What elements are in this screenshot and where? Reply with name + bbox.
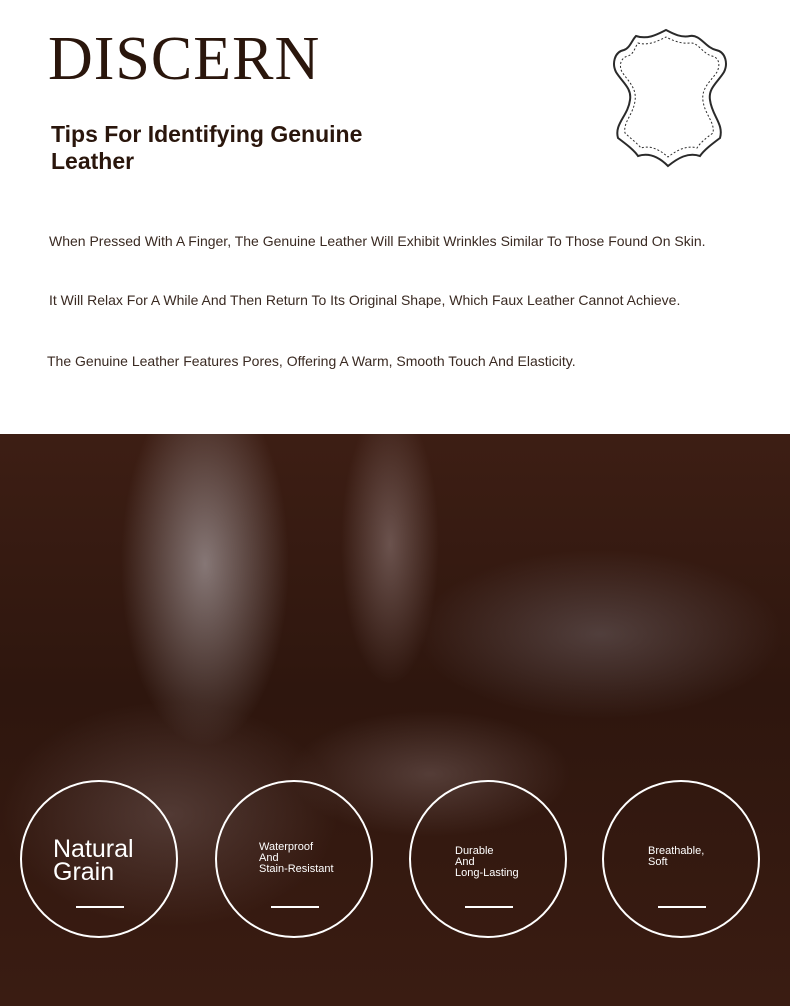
header-section [0,0,790,434]
feature-underline [658,906,706,908]
leather-texture-image [0,434,790,1006]
feature-label: Waterproof And Stain-Resistant [259,841,334,875]
page-subtitle: Tips For Identifying Genuine Leather [51,121,363,174]
feature-label: Breathable, Soft [648,845,705,868]
tip-2: It Will Relax For A While And Then Return To Its Original Shape, Which Faux Leather Cannot Achieve. [49,292,681,308]
feature-waterproof [215,780,373,938]
feature-label: Durable And Long-Lasting [455,845,519,879]
feature-underline [465,906,513,908]
feature-underline [76,906,124,908]
feature-underline [271,906,319,908]
tip-3: The Genuine Leather Features Pores, Offering A Warm, Smooth Touch And Elasticity. [47,353,576,369]
feature-durable [409,780,567,938]
leather-hide-icon [608,26,732,170]
brand-title: DISCERN [48,25,321,93]
tip-1: When Pressed With A Finger, The Genuine Leather Will Exhibit Wrinkles Similar To Those Found On Skin. [49,233,706,249]
feature-breathable [602,780,760,938]
feature-label: Natural Grain [53,835,134,886]
feature-natural-grain [20,780,178,938]
